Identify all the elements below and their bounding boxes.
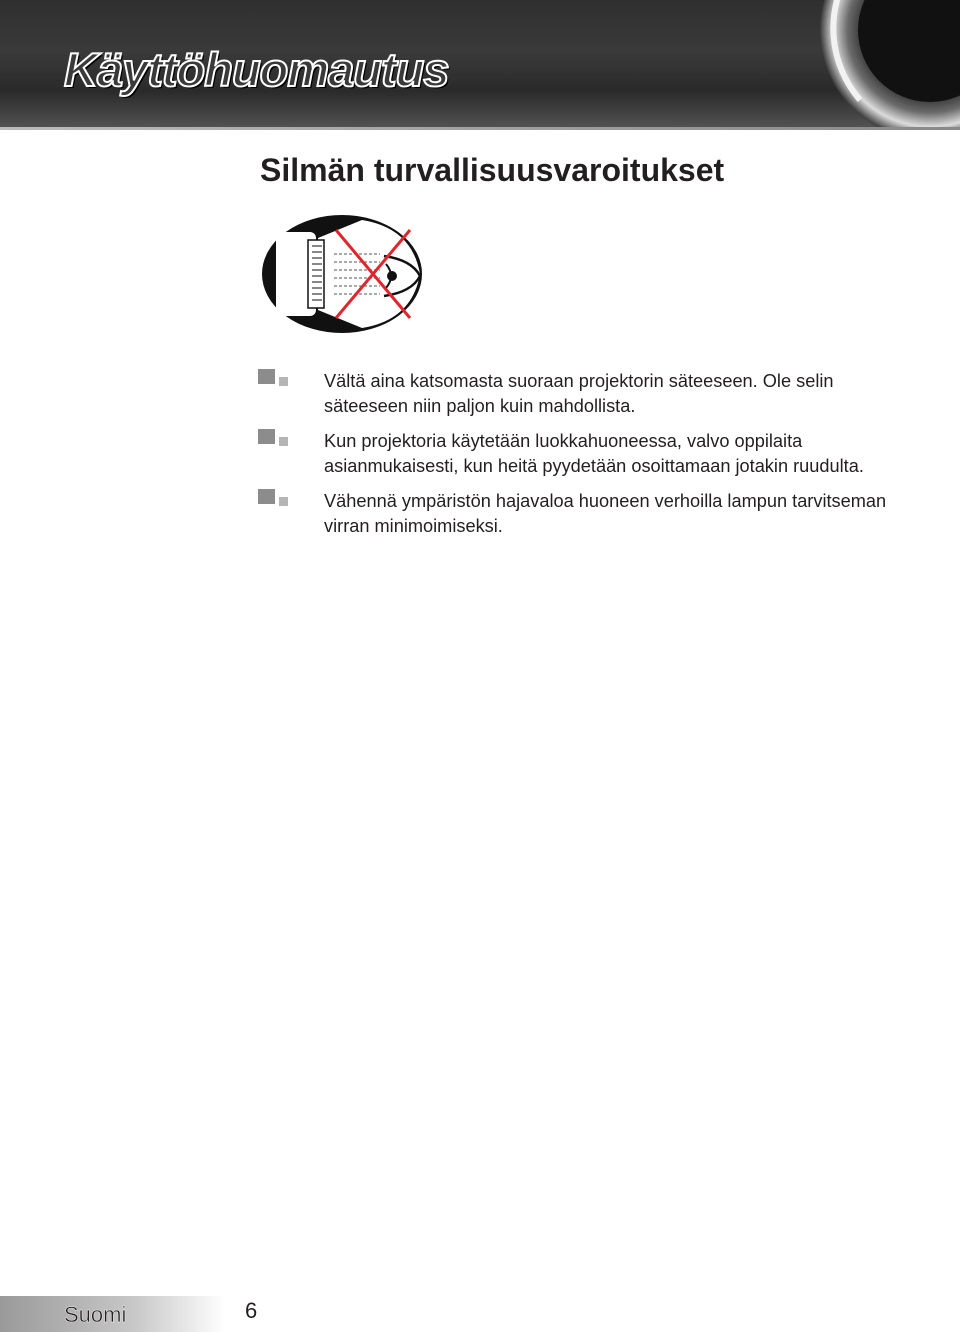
- page-number: 6: [245, 1298, 258, 1323]
- header-band: [0, 0, 960, 130]
- bullet-text: Kun projektoria käytetään luokkahuoneessa, valvo oppilaita asianmukaisesti, kun heitä pyydetään osoittamaan jotakin ruudulta.: [324, 431, 864, 476]
- safety-bullet-list: [258, 369, 898, 549]
- square-bullet-icon: [258, 369, 288, 391]
- list-item: [258, 429, 898, 478]
- list-item: [258, 489, 898, 538]
- square-bullet-icon: [258, 429, 288, 451]
- bullet-text: Vältä aina katsomasta suoraan projektorin säteeseen. Ole selin säteeseen niin paljon kuin mahdollista.: [324, 371, 834, 416]
- projector-lens-decoration: [780, 0, 960, 130]
- bullet-text: Vähennä ympäristön hajavaloa huoneen verhoilla lampun tarvitseman virran minimoimiseksi.: [324, 491, 887, 536]
- footer-language-label: Suomi: [64, 1302, 127, 1327]
- list-item: [258, 369, 898, 418]
- section-heading: Silmän turvallisuusvaroitukset: [260, 152, 725, 188]
- square-bullet-icon: [258, 489, 288, 511]
- page-header-title: Käyttöhuomautus: [64, 43, 449, 96]
- eye-warning-illustration: [262, 214, 424, 334]
